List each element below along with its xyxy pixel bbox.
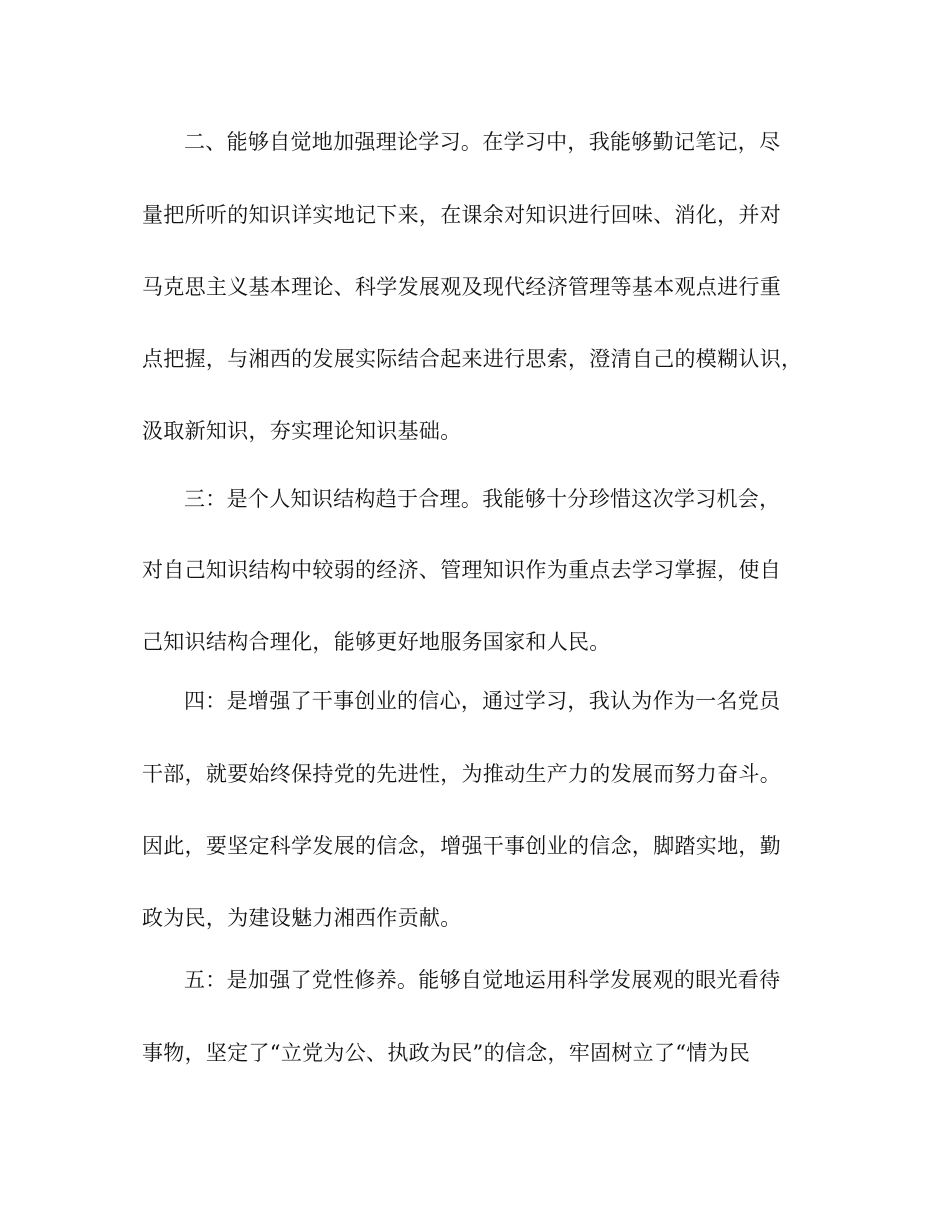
paragraph-2-line-4: 点把握，与湘西的发展实际结合起来进行思索，澄清自己的模糊认识， (142, 347, 803, 371)
paragraph-5-line-1: 五：是加强了党性修养。能够自觉地运用科学发展观的眼光看待 (184, 968, 781, 992)
paragraph-2-line-5: 汲取新知识，夯实理论知识基础。 (142, 419, 462, 443)
paragraph-5-line-2: 事物，坚定了“立党为公、执政为民”的信念，牢固树立了“情为民 (142, 1041, 751, 1065)
paragraph-2-line-1: 二、能够自觉地加强理论学习。在学习中，我能够勤记笔记，尽 (184, 130, 781, 154)
paragraph-4-line-1: 四：是增强了干事创业的信心，通过学习，我认为作为一名党员 (184, 689, 781, 713)
paragraph-2-line-3: 马克思主义基本理论、科学发展观及现代经济管理等基本观点进行重 (142, 275, 781, 299)
paragraph-3-line-1: 三：是个人知识结构趋于合理。我能够十分珍惜这次学习机会， (184, 487, 781, 511)
paragraph-4-line-3: 因此，要坚定科学发展的信念，增强干事创业的信念，脚踏实地，勤 (142, 834, 781, 858)
paragraph-3-line-3: 己知识结构合理化，能够更好地服务国家和人民。 (142, 630, 611, 654)
paragraph-4-line-2: 干部，就要始终保持党的先进性，为推动生产力的发展而努力奋斗。 (142, 762, 781, 786)
paragraph-2-line-2: 量把所听的知识详实地记下来，在课余对知识进行回味、消化，并对 (142, 203, 781, 227)
paragraph-4-line-4: 政为民，为建设魅力湘西作贡献。 (142, 906, 462, 930)
paragraph-3-line-2: 对自己知识结构中较弱的经济、管理知识作为重点去学习掌握，使自 (142, 558, 781, 582)
